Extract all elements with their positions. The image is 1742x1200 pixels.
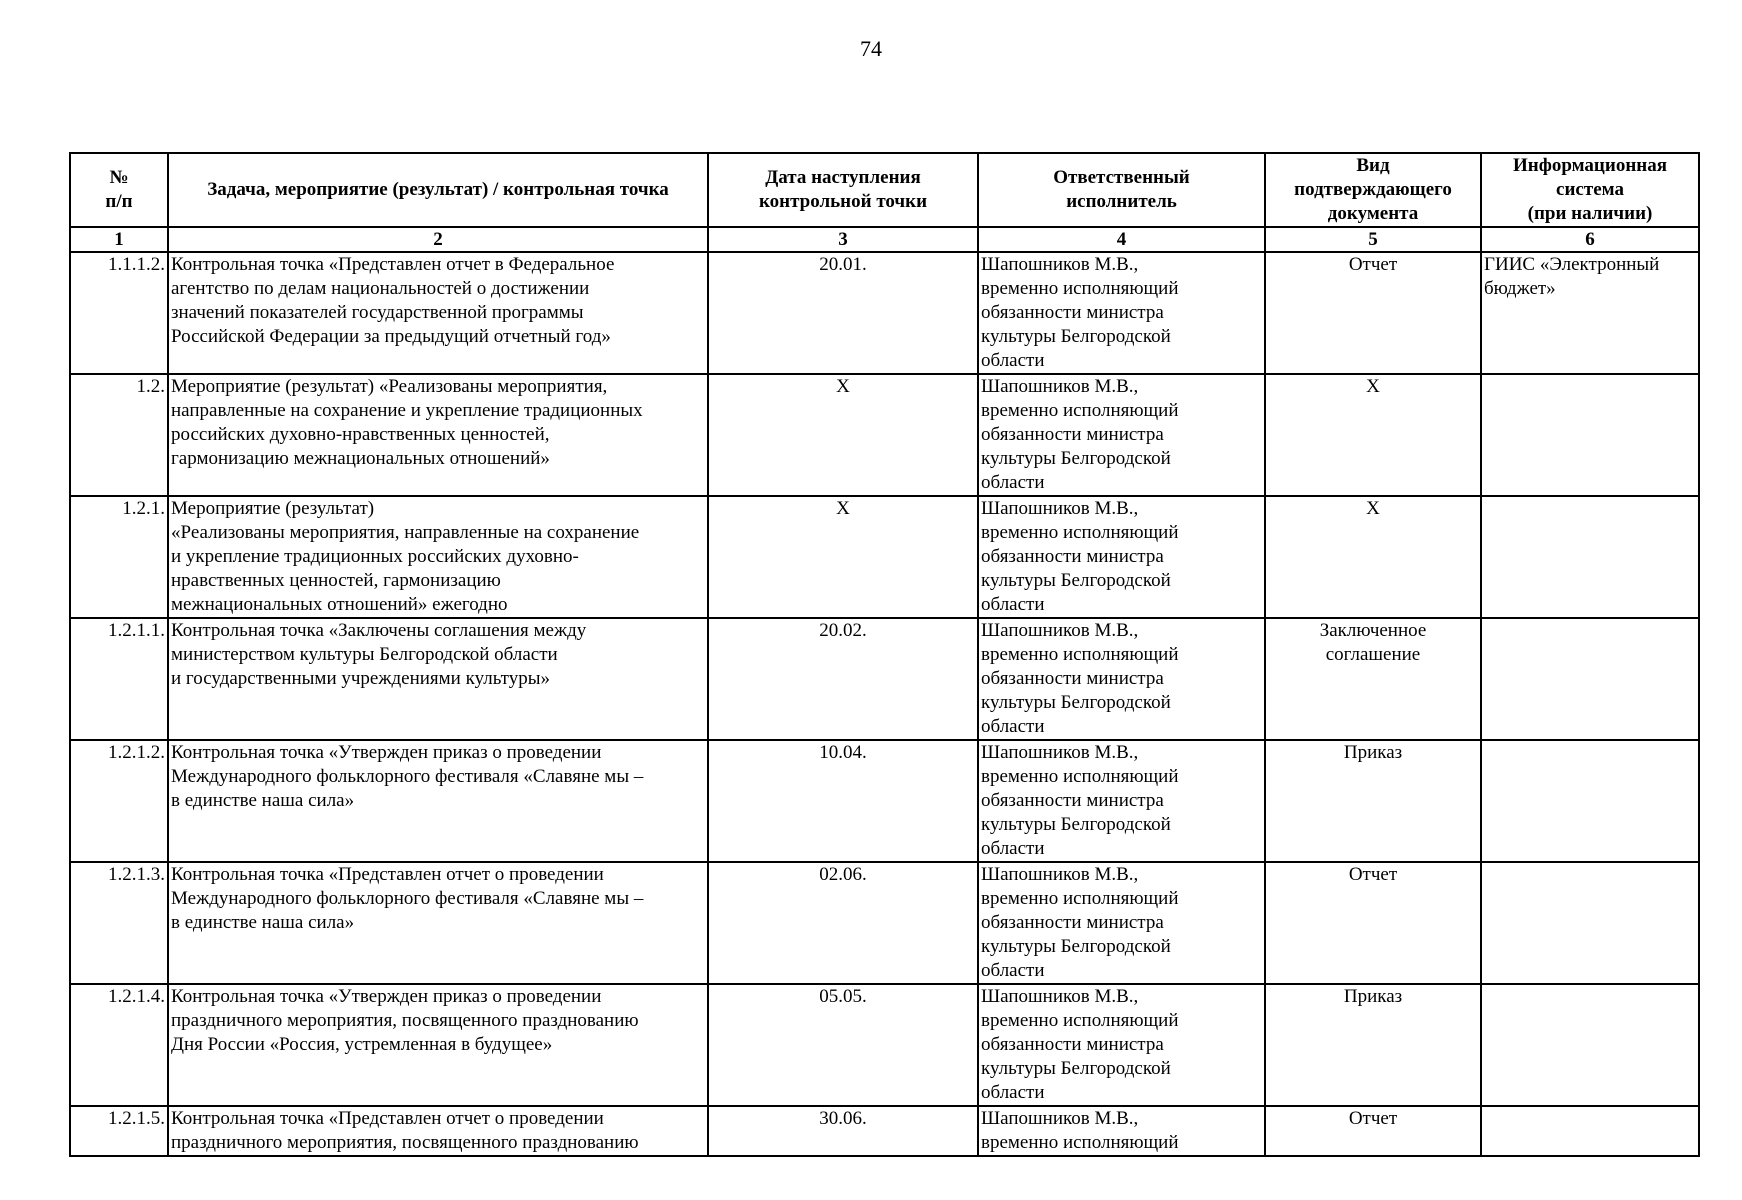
row-number: 1.1.1.2. bbox=[70, 252, 168, 374]
table-header-row bbox=[70, 153, 1699, 227]
responsible-cell: Шапошников М.В., временно исполняющий обязанности министра культуры Белгородской области bbox=[978, 496, 1265, 618]
header-number: № п/п bbox=[70, 153, 168, 227]
responsible-cell: Шапошников М.В., временно исполняющий обязанности министра культуры Белгородской области bbox=[978, 618, 1265, 740]
task-cell: Контрольная точка «Утвержден приказ о проведении праздничного мероприятия, посвященного празднованию Дня России «Россия, устремленная в будущее» bbox=[168, 984, 708, 1106]
date-cell: 20.01. bbox=[708, 252, 978, 374]
row-number: 1.2.1.5. bbox=[70, 1106, 168, 1156]
header-doc-type: Вид подтверждающего документа bbox=[1265, 153, 1481, 227]
responsible-cell: Шапошников М.В., временно исполняющий обязанности министра культуры Белгородской области bbox=[978, 862, 1265, 984]
responsible-cell: Шапошников М.В., временно исполняющий обязанности министра культуры Белгородской области bbox=[978, 984, 1265, 1106]
info-system-cell bbox=[1481, 618, 1699, 740]
row-number: 1.2.1. bbox=[70, 496, 168, 618]
column-number-row bbox=[70, 227, 1699, 252]
table-row bbox=[70, 496, 1699, 618]
table-row bbox=[70, 862, 1699, 984]
doc-type-cell: Отчет bbox=[1265, 252, 1481, 374]
info-system-cell: ГИИС «Электронный бюджет» bbox=[1481, 252, 1699, 374]
info-system-cell bbox=[1481, 984, 1699, 1106]
header-task: Задача, мероприятие (результат) / контрольная точка bbox=[168, 153, 708, 227]
table-row bbox=[70, 1106, 1699, 1156]
row-number: 1.2.1.1. bbox=[70, 618, 168, 740]
doc-type-cell: Приказ bbox=[1265, 984, 1481, 1106]
date-cell: X bbox=[708, 374, 978, 496]
date-cell: 02.06. bbox=[708, 862, 978, 984]
page-number: 74 bbox=[860, 36, 882, 61]
info-system-cell bbox=[1481, 1106, 1699, 1156]
task-cell: Мероприятие (результат) «Реализованы мероприятия, направленные на сохранение и укрепление традиционных российских духовно- нравственных ценностей, гармонизацию межнациональных отношений» ежегодно bbox=[168, 496, 708, 618]
task-cell: Контрольная точка «Представлен отчет о проведении Международного фольклорного фестиваля «Славяне мы – в единстве наша сила» bbox=[168, 862, 708, 984]
table-row bbox=[70, 984, 1699, 1106]
info-system-cell bbox=[1481, 496, 1699, 618]
table-row bbox=[70, 374, 1699, 496]
info-system-cell bbox=[1481, 740, 1699, 862]
doc-type-cell: X bbox=[1265, 374, 1481, 496]
row-number: 1.2.1.3. bbox=[70, 862, 168, 984]
column-number: 2 bbox=[168, 227, 708, 252]
table-body bbox=[70, 252, 1699, 1156]
responsible-cell: Шапошников М.В., временно исполняющий bbox=[978, 1106, 1265, 1156]
doc-type-cell: Приказ bbox=[1265, 740, 1481, 862]
doc-type-cell: Отчет bbox=[1265, 1106, 1481, 1156]
column-number: 3 bbox=[708, 227, 978, 252]
header-date: Дата наступления контрольной точки bbox=[708, 153, 978, 227]
date-cell: 05.05. bbox=[708, 984, 978, 1106]
info-system-cell bbox=[1481, 862, 1699, 984]
control-points-table bbox=[69, 152, 1700, 1157]
responsible-cell: Шапошников М.В., временно исполняющий обязанности министра культуры Белгородской области bbox=[978, 374, 1265, 496]
responsible-cell: Шапошников М.В., временно исполняющий обязанности министра культуры Белгородской области bbox=[978, 252, 1265, 374]
table-row bbox=[70, 618, 1699, 740]
row-number: 1.2.1.2. bbox=[70, 740, 168, 862]
task-cell: Контрольная точка «Представлен отчет в Федеральное агентство по делам национальностей о достижении значений показателей государственной программы Российской Федерации за предыдущий отчетный год» bbox=[168, 252, 708, 374]
column-number: 4 bbox=[978, 227, 1265, 252]
header-responsible: Ответственный исполнитель bbox=[978, 153, 1265, 227]
date-cell: 30.06. bbox=[708, 1106, 978, 1156]
date-cell: 20.02. bbox=[708, 618, 978, 740]
date-cell: X bbox=[708, 496, 978, 618]
row-number: 1.2.1.4. bbox=[70, 984, 168, 1106]
task-cell: Контрольная точка «Представлен отчет о проведении праздничного мероприятия, посвященного празднованию bbox=[168, 1106, 708, 1156]
responsible-cell: Шапошников М.В., временно исполняющий обязанности министра культуры Белгородской области bbox=[978, 740, 1265, 862]
table-row bbox=[70, 740, 1699, 862]
row-number: 1.2. bbox=[70, 374, 168, 496]
column-number: 6 bbox=[1481, 227, 1699, 252]
info-system-cell bbox=[1481, 374, 1699, 496]
date-cell: 10.04. bbox=[708, 740, 978, 862]
doc-type-cell: Заключенное соглашение bbox=[1265, 618, 1481, 740]
column-number: 5 bbox=[1265, 227, 1481, 252]
doc-type-cell: Отчет bbox=[1265, 862, 1481, 984]
task-cell: Контрольная точка «Заключены соглашения между министерством культуры Белгородской области и государственными учреждениями культуры» bbox=[168, 618, 708, 740]
task-cell: Контрольная точка «Утвержден приказ о проведении Международного фольклорного фестиваля «Славяне мы – в единстве наша сила» bbox=[168, 740, 708, 862]
column-number: 1 bbox=[70, 227, 168, 252]
table-row bbox=[70, 252, 1699, 374]
task-cell: Мероприятие (результат) «Реализованы мероприятия, направленные на сохранение и укрепление традиционных российских духовно-нравственных ценностей, гармонизацию межнациональных отношений» bbox=[168, 374, 708, 496]
header-info-system: Информационная система (при наличии) bbox=[1481, 153, 1699, 227]
doc-type-cell: X bbox=[1265, 496, 1481, 618]
